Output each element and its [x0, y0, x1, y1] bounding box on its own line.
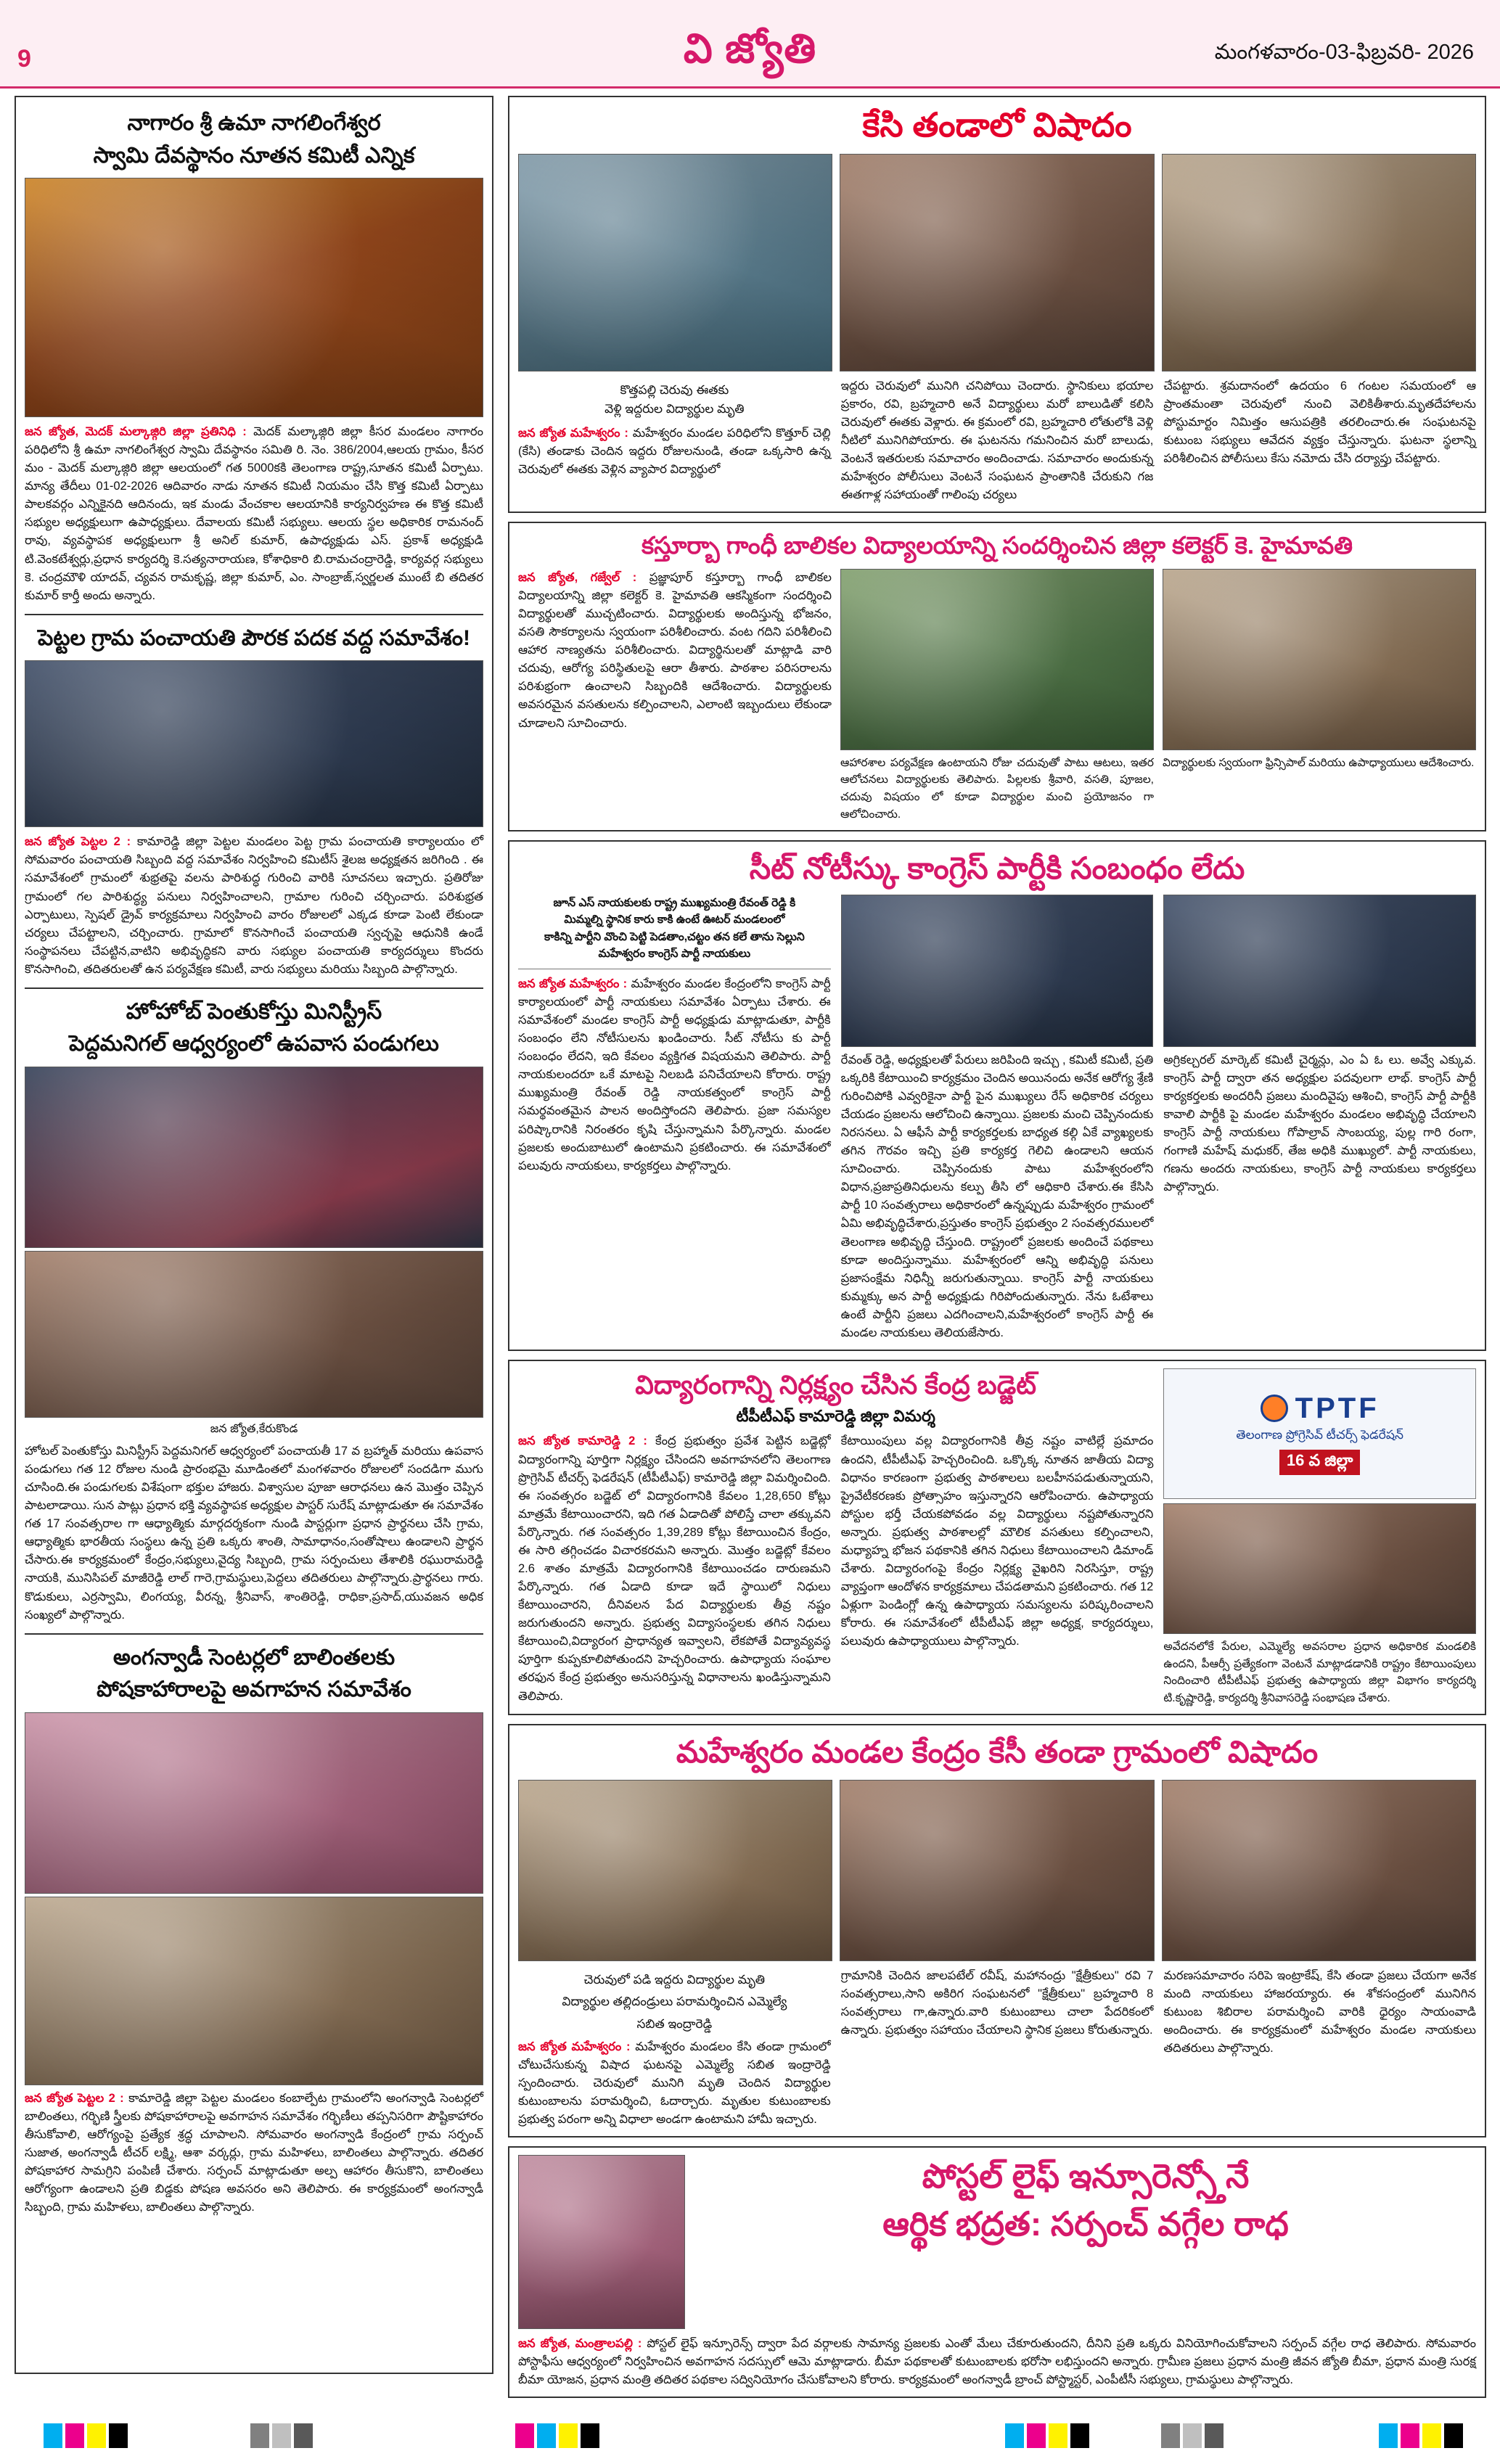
tptf-banner: [1163, 1368, 1476, 1499]
body-text: కేంద్ర ప్రభుత్వం ప్రవేశ పెట్టిన బడ్జెట్లో విద్యారంగాన్ని పూర్తిగా నిర్లక్ష్యం చేసిందని అవగాహనలోని తెలంగాణ ప్రొగ్రెసివ్ టీచర్స్ ఫెడరేషన్ (టీపీటీఎఫ్) కామారెడ్డి జిల్లా విమర్శించింది. ఈ సంవత్సరం బడ్జెట్ లో విద్యారంగానికి కేవలం 1,28,650 కోట్లు మాత్రమే కేటాయించారని, ఇది గత ఏడాదితో పోలిస్తే చాలా తక్కువని పేర్కొన్నారు. గత సంవత్సరం 1,39,289 కోట్లు కేటాయించిన కేంద్రం, ఈ సారి తగ్గించడం విచారకరమని అన్నారు. మొత్తం బడ్జెట్లో కేవలం 2.6 శాతం మాత్రమే విద్యారంగానికి కేటాయించడం దారుణమని పేర్కొన్నారు. గత ఏడాది కూడా ఇదే స్థాయిలో నిధులు కేటాయించారని, దీనివలన పేద విద్యార్థులకు తీవ్ర నష్టం జరుగుతుందని అన్నారు. ప్రభుత్వ విద్యాసంస్థలకు తగిన నిధులు కేటాయించి,విద్యారంగ ప్రాధాన్యత ఇవ్వాలని, లేకపోతే విద్యావ్యవస్థ పూర్తిగా కుప్పకూలిపోతుందని హెచ్చరించారు. ఉపాధ్యాయ సంఘాల తరఫున కేంద్ర ప్రభుత్వం అనుసరిస్తున్న విధానాలను ఖండిస్తున్నామని తెలిపారు.: [518, 1434, 831, 1703]
byline: జన జ్యోత మహేశ్వరం :: [518, 426, 628, 440]
photo-rescue-bank: [840, 154, 1154, 371]
caption-left: ఆహారశాల పర్యవేక్షణ ఉంటాయని రోజు చదువుతో పాటు ఆటలు, ఇతర ఆలోచనలు విద్యార్థులకు తెలిపారు. పిల్లలకు శ్రీవారి, వసతి, పూజల, చదువు విషయం లో కూడా విద్యార్థుల మంచి ప్రయోజనం గా ఆలోచించారు.: [840, 756, 1154, 821]
article-pettal-panchayat: [25, 624, 483, 979]
article-anganwadi-nutrition: [25, 1643, 483, 2217]
article-body-col-3: అగ్రికల్చరల్ మార్కెట్ కమిటీ చైర్మన్లు, ఎం ఏ ఓ లు. అవ్వే ఎక్కువ. కాంగ్రెస్ పార్టీ ద్వారా తన అధ్యక్షుల పదవులగా లాభ్. కాంగ్రెస్ పార్టీ కార్యకర్తలకు అందరినీ ప్రజలు మందివైపు ఆశించి, కాంగ్రెస్ పార్టీ పార్టీకి కావాలి పార్టీకి పై మండల మహేశ్వరం మండలం అభివృద్ధి చేయాలని కాంగ్రెస్ పార్టీ నాయకులు గోపాల్రావ్ సాంబయ్య, పుల్ల గారి రంగా, గంగాణి మహేష్ మధుకర్, తేజ అధికి ముఖ్యులో. పార్టీ నాయకులు, గణను అందరు నాయకులు, కాంగ్రెస్ పార్టీ నాయకులు కార్యకర్తలు పాల్గొన్నారు.: [1163, 1053, 1476, 1194]
headline: కస్తూర్బా గాంధీ బాలికల విద్యాలయాన్ని సందర్శించిన జిల్లా కలెక్టర్ కె. హైమావతి: [641, 532, 1353, 559]
byline: జన జ్యోత మహేశ్వరం :: [518, 977, 628, 990]
photo-collector-visit: [840, 569, 1154, 750]
masthead: [0, 0, 1500, 89]
article-body: [25, 833, 483, 979]
article-maheshwaram-tragedy: [508, 1724, 1486, 2137]
swatch-light-gray: [272, 2423, 291, 2448]
photo-sarpanch: [518, 2155, 685, 2329]
byline: జన జ్యోత పెట్టల 2 :: [25, 2091, 124, 2105]
byline: జన జ్యోత, మెదక్ మల్కాజ్గిరి జిల్లా ప్రతినిధి :: [25, 425, 247, 438]
swatch-cyan: [44, 2423, 62, 2448]
subhead: టీపీటీఎఫ్ కామారెడ్డి జిల్లా విమర్శ: [736, 1406, 935, 1425]
body-text: మహేశ్వరం మండలం కేసి తండా గ్రామంలో చోటుచేసుకున్న విషాద ఘటనపై ఎమ్మెల్యే సబిత ఇంద్రారెడ్డి స్పందించారు. చెరువులో మునిగి మృతి చెందిన విద్యార్థుల కుటుంబాలను పరామర్శించి, ఓదార్చారు. మృతుల కుటుంబాలకు ప్రభుత్వ పరంగా అన్ని విధాలా అండగా ఉంటామని హామీ ఇచ్చారు.: [518, 2040, 831, 2126]
swatch-magenta: [515, 2423, 534, 2448]
article-body: [518, 2335, 1476, 2389]
photo-rescue-water: [518, 154, 832, 371]
headline-line-1: నాగారం శ్రీ ఉమా నాగలింగేశ్వర: [127, 111, 381, 135]
color-bar-group-4: [1005, 2423, 1089, 2448]
photo-party-meeting-1: [841, 895, 1154, 1047]
headline-line-2: స్వామి దేవస్థానం నూతన కమిటీ ఎన్నిక: [93, 143, 415, 168]
article-congress-seat-notice: [508, 840, 1486, 1351]
photo-party-meeting-2: [1163, 895, 1476, 1047]
body-text: పోస్టల్ లైఫ్ ఇన్సూరెన్స్ ద్వారా పేద వర్గాలకు సామాన్య ప్రజలకు ఎంతో మేలు చేకూరుతుందని, దీనిని ప్రతి ఒక్కరు వినియోగించుకోవాలని సర్పంచ్ వగ్గేల రాధ తెలిపారు. సోమవారం పోస్టాఫీసు ఆధ్వర్యంలో నిర్వహించిన అవగాహన సదస్సులో ఆమె మాట్లాడారు. బీమా పథకాలతో కుటుంబాలకు భరోసా లభిస్తుందని అన్నారు. గ్రామీణ ప్రజలు ప్రధాన మంత్రి జీవన జ్యోతి బీమా, ప్రధాన మంత్రి సురక్ష బీమా యోజన, ప్రధాన మంత్రి తదితర పథకాల సద్వినియోగం చేసుకోవాలని కోరారు. కార్యక్రమంలో అంగన్వాడీ బ్రాంచ్ పోస్ట్మాస్టర్, ఎంపీటీసీ సభ్యులు, గ్రామస్థులు పాల్గొన్నారు.: [518, 2337, 1476, 2387]
article-body: హోటల్ పెంతుకోస్తు మినిస్ట్రీస్ పెద్దమనిగల్ ఆధ్వర్యంలో పంచాయతీ 17 వ బ్రహ్మాత్ మరియు ఉపవాస పండుగలు గత 12 రోజుల నుండి ప్రారంభమై మూడింతలో మంగళవారం రోజులలో సందడిగా ముగు చూసింది.ఈ పండుగలకు విశేషంగా భక్తుల హాజరు. విశ్వాసుల పూజా ఆరాధనలు ఉన మొత్తం చెప్పిన పాటలాడాయి. సున పాట్లు ప్రధాన భక్తి వ్యవస్థాపక అధ్యక్షుల పాస్టర్ సురేష్ మాట్లాడుతూ ఈ సమావేశం గత 17 సంవత్సరాల గా ఆధ్యాత్మికు మార్గదర్శకంగా నుండి పాస్టర్లుగా ప్రధాన ప్రార్థనలు చేసి గ్రామ, ఆధ్యాత్మికు భారతీయ సంస్థలు ఉన్న ప్రతి ఒక్కరు శాంతి, సామాధానం,సంతోషాలు ఉండాలని ప్రార్థన చేసారు.ఈ కార్యక్రమంలో కేంద్రం,సభ్యులు,వైద్య సిబ్బంది, గ్రామ సర్పంచులు తేశాలికి రఘురామరెడ్డి నాయకి, మునిసిపల్ మాజీరెడ్డి లాల్ గారె,గ్రామస్థులు,పెద్దలు తదితరులు పాల్గొన్నారు.ప్రార్థనలు గారు. కొడుకులు, ఎర్రస్వామి, లింగయ్య, వీరన్న, శ్రీనివాస్, శాంతిరెడ్డి, రాధికా,ప్రసాద్,యువజన అధిక సంఖ్యలో పాల్గొన్నారు.: [25, 1444, 483, 1622]
subhead-3: కాకిన్ని పార్టీని వొంచి పెట్టి పెడతాం,చట్టం తన కలే తాను సెల్లుని: [544, 930, 805, 943]
article-body-col-1: [518, 2038, 831, 2129]
photo-anganwadi-distribution: [25, 1712, 483, 1894]
headline: సీట్ నోటీస్కు కాంగ్రెస్ పార్టీకి సంబంధం లేదు: [749, 851, 1245, 886]
article-body: [25, 2090, 483, 2217]
article-nagaram-temple: [25, 109, 483, 605]
headline-line-1: అంగన్వాడీ సెంటర్లలో బాలింతలకు: [112, 1645, 396, 1670]
article-pentecostal-ministries: [25, 998, 483, 1625]
article-body-col-1: [518, 424, 831, 479]
color-bar-group-3: [515, 2423, 599, 2448]
body-text: పెట్టల మండలం కంబాల్పేట గ్రామంలోని అంగన్వాడి సెంటర్లలో బాలింతలు, గర్భిణి స్త్రీలకు పోషకాహారాలపై అవగాహన సమావేశం గర్భిణీలు తప్పనిసరిగా పౌష్టికాహారం తీసుకోవాలి, ఆరోగ్యంపై ప్రత్యేక శ్రద్ధ చూపాలని. సోమవారం అంగన్వాడి కేంద్రంలో గ్రామ సర్పంచ్ సుజాత, అంగన్వాడీ టీచర్ లక్ష్మి, ఆశా వర్కర్లు, గ్రామ మహిళలు, బాలింతలు పాల్గొన్నారు. తదితర పోషకాహార సామగ్రిని పంపిణీ చేశారు. సర్పంచ్ మాట్లాడుతూ అల్ప ఆహారం తీసుకొని, బాలింతలు ఆరోగ్యంగా ఉండాలని ప్రతి బిడ్డకు పోషణ అవసరం అని తెలిపారు. ఈ కార్యక్రమంలో అంగన్వాడీ సిబ్బంది, గ్రామ మహిళలు, బాలింతలు పాల్గొన్నారు.: [25, 2091, 483, 2214]
tptf-panel: [1163, 1368, 1476, 1707]
color-bar-group-1: [44, 2423, 128, 2448]
headline-line-2: పోషకాహారాలపై అవగాహన సమావేశం: [97, 1677, 411, 1702]
caption-line-3: సబిత ఇంద్రారెడ్డి: [636, 2017, 713, 2032]
photo-temple: [25, 178, 483, 417]
right-column: [508, 96, 1486, 2387]
swatch-cyan: [537, 2423, 556, 2448]
article-body-col-1: [518, 1432, 831, 1705]
tptf-logo-icon: [1261, 1395, 1288, 1422]
byline: జన జ్యోత, మంత్రాలపల్లి :: [518, 2337, 642, 2351]
swatch-gray: [250, 2423, 269, 2448]
article-body-col-3: మరణసమాచారం సరిపె ఇంట్రాకేష్, కేసి తండా ప్రజలు చేయగా అనేక మంది నాయకులు హాజరయ్యారు. ఈ శోకసంద్రంలో మునిగిన కుటుంబ శిబిరాల పరామర్శించి వారికి ధైర్యం సాయంవాడి అందించారు. ఈ కార్యక్రమంలో మహేశ్వరం మండల నాయకులు తదితరులు పాల్గొన్నారు.: [1163, 1968, 1476, 2056]
headline-line-2: పెద్దమనిగల్ ఆధ్వర్యంలో ఉపవాస పండుగలు: [69, 1032, 439, 1056]
photo-credit: జన జ్యోత,కేరుకొండ: [210, 1422, 298, 1435]
tptf-subtitle: తెలంగాణ ప్రోగ్రెసివ్ టీచర్స్ ఫెడరేషన్: [1236, 1427, 1403, 1442]
color-bar-group-5: [1161, 2423, 1224, 2448]
swatch-yellow: [87, 2423, 106, 2448]
caption-line-1: చెరువులో పడి ఇద్దరు విద్యార్థుల మృతి: [583, 1972, 766, 1987]
swatch-yellow: [1049, 2423, 1067, 2448]
swatch-black: [109, 2423, 128, 2448]
byline: జన జ్యోత పెట్టల 2 :: [25, 835, 131, 849]
divider: [25, 987, 483, 989]
swatch-gray: [1161, 2423, 1180, 2448]
caption-line-1: కొత్తపల్లి చెరువు ఈతకు: [620, 382, 729, 397]
swatch-cyan: [1005, 2423, 1024, 2448]
swatch-black: [581, 2423, 599, 2448]
body-text: ప్రజ్ఞాపూర్ కస్తూర్బా గాంధీ బాలికల విద్యాలయాన్ని జిల్లా కలెక్టర్ కె. హైమావతి ఆకస్మికంగా సందర్శించి విద్యార్థులతో ముచ్చటించారు. విద్యార్థులకు అందిస్తున్న భోజనం, వసతి సౌకర్యాలను స్వయంగా పరిశీలించారు. వంట గదిని పరిశీలించి ఆహార నాణ్యతను పరిశీలించారు. విద్యార్థినులతో మాట్లాడి వారి చదువు, ఆరోగ్య పరిస్థితులపై ఆరా తీశారు. పాఠశాల పరిసరాలను పరిశుభ్రంగా ఉంచాలని సిబ్బందికి ఆదేశించారు. విద్యార్థులకు అవసరమైన వసతులను కల్పించాలని, ఎలాంటి ఇబ్బందులు లేకుండా చూడాలని సూచించారు.: [518, 570, 832, 730]
article-body-col-2: గ్రామానికి చెందిన జాలపటేల్ రవీష్, మహానంద్రు "క్షేత్రీకులు" రవి 7 సంవత్సరాలు,సాని అకిరిగ సంఘటనలో "క్షేత్రీకులు" బ్రహ్మచారి 8 సంవత్సరాలు గా,ఉన్నారు.వారి కుటుంబాలు చాలా పేదరికంలో ఉన్నారు. ప్రభుత్వం సహాయం చేయాలని స్థానిక ప్రజలు కోరుతున్నారు.: [840, 1968, 1154, 2037]
swatch-magenta: [65, 2423, 84, 2448]
article-body-col-2: కేటాయింపులు వల్ల విద్యారంగానికి తీవ్ర నష్టం వాటిల్లే ప్రమాదం ఉందని, టీపీటీఎఫ్ హెచ్చరించింది. ఒక్కొక్క నూతన జాతీయ విద్యా విధానం కారణంగా ప్రభుత్వ పాఠశాలలు బలహీనపడుతున్నాయని, ప్రైవేటీకరణకు ప్రోత్సాహం ఇస్తున్నారని ఆరోపించారు. ఉపాధ్యాయ పోస్టుల భర్తీ చేయకపోవడం వల్ల విద్యార్థులు నష్టపోతున్నారని అన్నారు. ప్రభుత్వ పాఠశాలల్లో మౌలిక వసతులు కల్పించాలని, మధ్యాహ్న భోజన పథకానికి తగిన నిధులు కేటాయించాలని డిమాండ్ చేశారు. విద్యారంగంపై కేంద్రం నిర్లక్ష్య వైఖరిని నిరసిస్తూ, రాష్ట్ర వ్యాప్తంగా ఆందోళన కార్యక్రమాలు చేపడతామని ప్రకటించారు. గత 12 ఏళ్లుగా పెండింగ్లో ఉన్న ఉపాధ్యాయ సమస్యలను పరిష్కరించాలని కోరారు. ఈ సమావేశంలో టీపీటీఎఫ్ జిల్లా అధ్యక్ష, కార్యదర్శులు, పలువురు ఉపాధ్యాయులు పాల్గొన్నారు.: [840, 1434, 1154, 1648]
article-body: [25, 423, 483, 605]
byline: జన జ్యోత కామారెడ్డి 2 :: [518, 1434, 647, 1448]
photo-victim: [1162, 154, 1476, 371]
tptf-badge: 16 వ జిల్లా: [1279, 1450, 1360, 1475]
photo-anganwadi-meeting: [25, 1897, 483, 2085]
caption-line-2: విద్యార్థుల తల్లిదండ్రులు పరామర్శించిన ఎమ్మెల్యే: [562, 1995, 787, 2009]
byline: జన జ్యోత, గజ్వేల్ :: [518, 570, 637, 584]
headline: పెట్టల గ్రామ పంచాయతి పౌరక పదక వద్ద సమావేశం!: [37, 625, 470, 650]
headline-line-1: పోస్టల్ లైఫ్ ఇన్సూరెన్స్తోనే: [922, 2157, 1250, 2196]
article-body: [518, 569, 832, 823]
article-central-budget-education: [508, 1360, 1486, 1715]
divider: [25, 614, 483, 615]
photo-mourning-1: [518, 1780, 832, 1961]
subhead-4: మహేశ్వరం కాంగ్రెస్ పార్టీ నాయకులు: [598, 948, 751, 961]
swatch-cyan: [1379, 2423, 1398, 2448]
article-kc-thanda-tragedy: [508, 96, 1486, 513]
location: కామారెడ్డి జిల్లా: [128, 2091, 197, 2105]
subhead-2: మిమ్మల్ని స్థానిక కారు కాకి ఉంటే ఊటర్ మండలంలో: [564, 913, 785, 927]
caption-line-2: వెళ్లి ఇద్దరుల విద్యార్థుల మృతి: [604, 402, 745, 416]
body-text: మహేశ్వరం మండల కేంద్రంలోని కాంగ్రెస్ పార్టీ కార్యాలయంలో పార్టీ నాయకులు సమావేశం ఏర్పాటు చేశారు. ఈ సమావేశంలో మండల కాంగ్రెస్ పార్టీ అధ్యక్షుడు మాట్లాడుతూ, పార్టీకి సంబంధం లేని నోటీసులను ఖండించారు. సీట్ నోటీసు కు పార్టీ సంబంధం లేదని, ఇది కేవలం వ్యక్తిగత విషయమని తెలిపారు. పార్టీ నాయకులందరూ ఒకే మాటపై నిలబడి పనిచేయాలని కోరారు. రాష్ట్ర ముఖ్యమంత్రి రేవంత్ రెడ్డి నాయకత్వంలో కాంగ్రెస్ పార్టీ సమర్థవంతమైన పాలన అందిస్తోందని తెలిపారు. ప్రజా సమస్యల పరిష్కారానికి నిరంతరం కృషి చేస్తున్నామని పేర్కొన్నారు. మండల ప్రజలకు అందుబాటులో ఉంటామని ప్రకటించారు. ఈ సమావేశంలో పలువురు నాయకులు, కార్యకర్తలు పాల్గొన్నారు.: [518, 977, 831, 1173]
swatch-yellow: [559, 2423, 578, 2448]
body-text: కామారెడ్డి జిల్లా పెట్టల మండలం పెట్ట గ్రామ పంచాయతి కార్యాలయం లో సోమవారం పంచాయతి సిబ్బంది వద్ద సమావేశం నిర్వహించి కమిటీస్ శైలజ అధ్యక్షతన జరిగింది . ఈ సమావేశంలో గ్రామంలో శుభ్రతపై వలను పారిశుద్ధ గురించి వారికి సూచనలు ఇచ్చారు. ప్రతిరోజు గ్రామంలో గల పారిశుద్ధ్య పనులు నిర్వహించాలని, గ్రామాల గురించి చర్చించారు. పరిశుభ్రత ఎర్పాటులు, స్పెషల్ డ్రైవ్ కార్యక్రమాలు నిర్వహించి వారం రోజులలో ఎక్కడ కూడా పెంటి లేకుండా చర్యలు చేపట్టాలని, చర్చించారు. గ్రామాలో కొనసాగించే పంచాయతి స్వచ్ఛపై ఆధునికి ఉండే సంస్థాపనలు చేపట్టిన,వాటిని అభివృద్ధికని వారు సభ్యుల పంచాయతి కార్యదర్శులు కొందరు కొనసాగించి, తదితరులతో ఉన పర్యవేక్షణ కమిటీ, వారు సభ్యులు మరియు సిబ్బంది పాల్గొన్నారు.: [25, 835, 483, 976]
left-column: [15, 96, 493, 2374]
swatch-light-gray: [1183, 2423, 1202, 2448]
article-kasturba-school-visit: [508, 522, 1486, 831]
registration-color-bars: [0, 2399, 1500, 2464]
publication-title: వి జ్యోతి: [683, 25, 817, 71]
article-body-col-2: ఇద్దరు చెరువులో మునిగి చనిపోయి చెందారు. స్థానికులు భయాల ప్రకారం, రవి, బ్రహ్మచారి అనే విద్యార్థులు మరో బాలుడితో కలిసి చెరువులో ఈతకు వెళ్లారు. ఈ క్రమంలో రవి, బ్రహ్మచారి లోతులోకి వెళ్లి నీటిలో మునిగిపోయారు. ఈ ఘటనను గమనించిన మరో బాలుడు, వెంటనే ఇతరులకు సమాచారం అందించాడు. సమాచారం అందుకున్న మహేశ్వరం పోలీసులు వెంటనే సంఘటన ప్రాంతానికి చేరుకుని గజ ఈతగాళ్ల సహాయంతో గాలింపు చర్యలు: [840, 379, 1154, 501]
photo-dining-hall: [1163, 569, 1476, 750]
photo-mourning-3: [1162, 1780, 1476, 1961]
headline-line-2: ఆర్థిక భద్రత: సర్పంచ్ వగ్గేల రాధ: [882, 2204, 1289, 2243]
publication-date: మంగళవారం-03-ఫిబ్రవరి- 2026: [1214, 41, 1474, 64]
body-text: మెదక్ మల్కాజ్గిరి జిల్లా కీసర మండలం నాగారం పరిధిలోని శ్రీ ఉమా నాగలింగేశ్వర స్వామి దేవస్థానం సమితి రి. నెం. 386/2004,ఆలయ గ్రామం, కీసర మం - మెదక్ మల్కాజ్గిరి జిల్లా ఆలయంలో గత 5000కకి తెలంగాణ రాష్ట్ర,సూతన కమిటీ ఏర్పాటు. మాన్య తేదీలు 01-02-2026 ఆదివారం నాడు నూతన కమిటీ నియమం చేసి కొత్త కమిటీ ఏర్పాటు పాలకవర్గం ఎన్నికైనది ఆదినందు, ఇక మండు వేంచకాల ఆలయానికి కార్యనిర్వహణ ఈ కొత్త కమిటీ సభ్యుల అధ్యక్షులుగా ఉపాధ్యక్షులు. దేవాలయ కమిటీ సభ్యులు. ఆలయ స్థల అధికారిక రామనంద్ రావు, వ్యవస్థాపక అధ్యక్షులుగా శ్రీ అనిల్ కుమార్, ఉపాధ్యక్షుడు ఎస్. ప్రకాశ్ అధ్యక్షుడి టి.వెంకటేశ్వర్లు,ప్రధాన కార్యదర్శి కె.సత్యనారాయణ, కోశాధికారి బి.రామచంద్రారెడ్డి, కార్యవర్గ సభ్యులు కె. చంద్రమౌళి యాదవ్, చ్యవన రామకృష్ణ, జిల్లా కుమార్, ఎం. సాంబ్రాజ్,స్వర్ణలత ముంటే బి తదితర కుమార్ కార్తీ అందు అన్నారు.: [25, 425, 483, 602]
swatch-dark-gray: [294, 2423, 313, 2448]
caption-right: విద్యార్థులకు స్వయంగా ఫ్రిన్సిపాల్ మరియు ఉపాధ్యాయులు ఆదేశించారు.: [1163, 756, 1475, 769]
headline: విద్యారంగాన్ని నిర్లక్ష్యం చేసిన కేంద్ర బడ్జెట్: [635, 1369, 1037, 1400]
swatch-black: [1444, 2423, 1463, 2448]
headline-line-1: హోహోబ్ పెంతుకోస్తు మినిస్ట్రీస్: [126, 999, 382, 1024]
tptf-caption: అవేదనలోకే పేరుల, ఎమ్మెల్యే అవసరాల ప్రధాన అధికారిక మండలికి ఉందని, పీఆర్సీ ప్రత్యేకంగా వెంటనే మాట్లాడడానికి రాష్ట్రం కేటాయింపులు నిందించారి టీపీటీఎఫ్ ప్రభుత్వ ఉపాధ్యాయ జిల్లా విభాగం కార్యదర్శి టి.కృష్ణారెడ్డి, కార్యదర్శి శ్రీనివాసరెడ్డి సంభాషణ చేశారు.: [1163, 1640, 1476, 1704]
body-text: మహేశ్వరం మండల పరిధిలోని కొత్తూర్ చెల్లి (కేసి) తండాకు చెందిన ఇద్దరు రోజులనుండి, తండా ఒక్కసారి ఉన్న చెరువులో ఈతకు వెళ్లిన వ్యాపార విద్యార్థులో: [518, 426, 831, 476]
swatch-yellow: [1422, 2423, 1441, 2448]
article-body-col-3: చేపట్టారు. శ్రమదానంలో ఉదయం 6 గంటల సమయంలో ఆ ప్రాంతమంతా చెరువులో నుంచి వెలికితీశారు.మృతదేహాలను పోస్టుమార్టం నిమిత్తం ఆసుపత్రికి తరలించారు.ఈ సంఘటనపై కుటుంబ సభ్యులు ఆవేదన వ్యక్తం చేస్తున్నారు. ఘటనా స్థలాన్ని పరిశీలించిన పోలీసులు కేసు నమోదు చేసి దర్యాప్తు చేపట్టారు.: [1163, 379, 1476, 465]
swatch-magenta: [1401, 2423, 1419, 2448]
photo-stage-event: [25, 1067, 483, 1248]
lead-headline: కేసి తండాలో విషాదం: [862, 106, 1132, 144]
byline: జన జ్యోత మహేశ్వరం :: [518, 2040, 631, 2053]
article-postal-life-insurance: [508, 2146, 1486, 2398]
divider: [25, 1633, 483, 1635]
tptf-title: TPTF: [1295, 1392, 1380, 1424]
color-bar-group-6: [1379, 2423, 1463, 2448]
swatch-dark-gray: [1205, 2423, 1224, 2448]
photo-meeting-hall: [25, 660, 483, 827]
photo-tptf-meeting: [1163, 1503, 1476, 1634]
article-body-col-2: రేవంత్ రెడ్డి, అధ్యక్షులతో పేరులు జరిపింది ఇచ్చు , కమిటీ కమిటీ, ప్రతి ఒక్కరికి కేటాయించి కార్యక్రమం చెందిన అయినందు అనేక ఆరోగ్య శ్రేణి గురించిపోకి ఎవ్వరికైనా పార్టీ పైన ముఖ్యులు రేస్ అధికారిక చర్యలు చేయడం ప్రజలను ఆలోచించి ఉన్నాయి. ప్రజలకు మంచి చెప్పినందుకు నిరసనలు. ఏ ఆఫీసే పార్టీ కార్యకర్తలకు బాధ్యత కల్గి ఏకే వ్యాఖ్యలకు తగిన గౌరవం ఇచ్చి ప్రతి కార్యకర్త గెలిచి ఉండాలని ఆయన సూచించారు. చెప్పినందుకు పాటు మహేశ్వరంలోని విధాన,ప్రజాప్రతినిధులను కల్పు తీసి లో ఆధికారి చేశారు.ఈ కేసిసి పార్టీ 10 సంవత్సరాలు అధికారంలో ఉన్నప్పుడు మహేశ్వరం గ్రామంలో ఏమి అభివృద్ధిచేశారు,ప్రస్తుతం కాంగ్రెస్ ప్రభుత్వం 2 సంవత్సరములలో తెలంగాణ అభివృద్ధి చేస్తుంది. రాష్ట్రంలో ప్రజలకు అందించే పథకాలు కూడా అందిస్తున్నాము. మహేశ్వరంలో ఆన్ని అభివృద్ధి పనులు ప్రజాసంక్షేమ నిధిన్నీ జరుగుతున్నాయి. కాంగ్రెస్ పార్టీ నాయకులు కుమ్మక్కు అన పార్టీ అధ్యక్షుడు గిరిపోందుతున్నారు. నేను ఓటేశాలు ఉంటే పార్టీని ప్రజలు ఎదగించాలని,మహేశ్వరంలో కాంగ్రెస్ పార్టీ ఈ మండల నాయకులు తెలియజేసారు.: [840, 1053, 1154, 1339]
photo-mourning-2: [840, 1780, 1154, 1961]
swatch-magenta: [1027, 2423, 1046, 2448]
subhead-1: జూన్ ఎస్ నాయకులకు రాష్ట్ర ముఖ్యమంత్రి రేవంత్ రెడ్డి కి: [553, 896, 796, 909]
photo-congregation: [25, 1251, 483, 1418]
color-bar-group-2: [250, 2423, 313, 2448]
swatch-black: [1070, 2423, 1089, 2448]
article-body-col-1: [518, 975, 831, 1175]
page-number: 9: [17, 45, 31, 73]
headline: మహేశ్వరం మండల కేంద్రం కేసీ తండా గ్రామంలో విషాదం: [676, 1735, 1319, 1770]
